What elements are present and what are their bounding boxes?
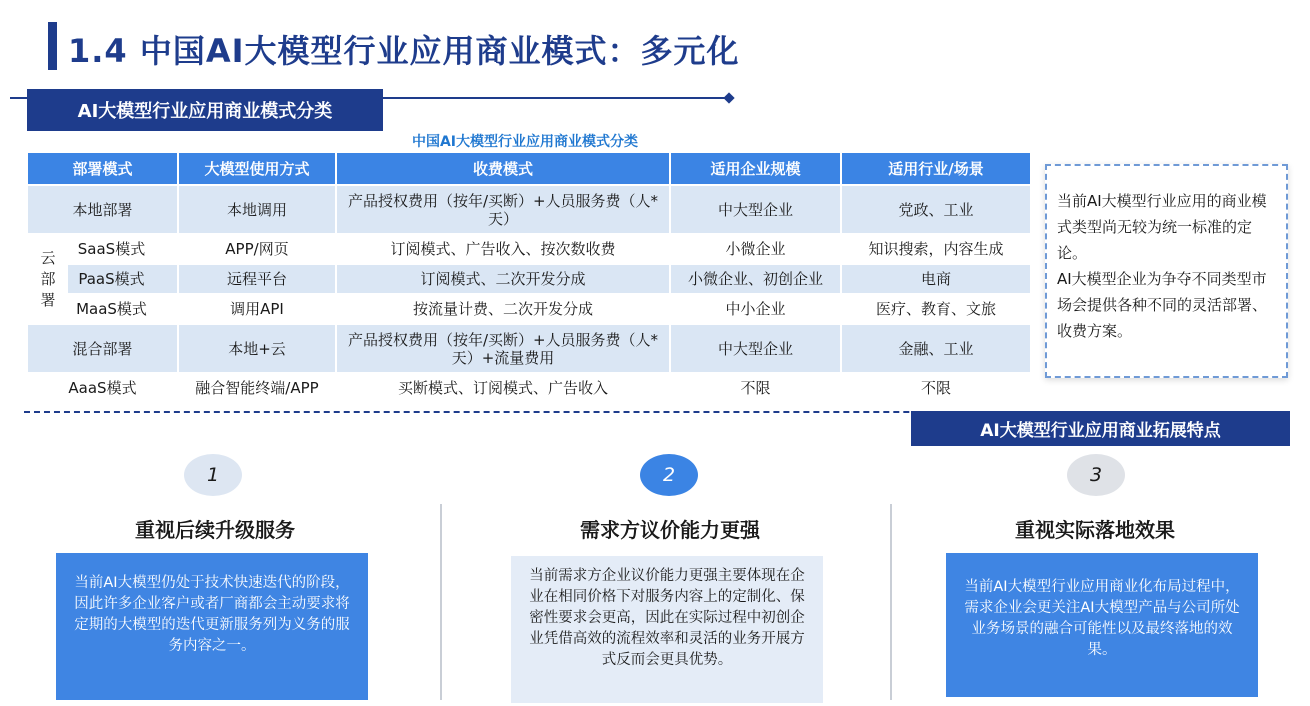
page-title: 1.4 中国AI大模型行业应用商业模式：多元化 xyxy=(68,32,740,70)
cell-industry: 医疗、教育、文旅 xyxy=(841,294,1031,324)
cell-mode: 本地部署 xyxy=(28,185,178,234)
section-tag-features: AI大模型行业应用商业拓展特点 xyxy=(911,411,1290,446)
cell-industry: 金融、工业 xyxy=(841,324,1031,373)
feature-description-box xyxy=(511,556,823,703)
table-row xyxy=(28,294,1031,324)
table-row xyxy=(28,264,1031,294)
feature-number-badge: 3 xyxy=(1067,454,1125,496)
section-tag-classification: AI大模型行业应用商业模式分类 xyxy=(27,89,383,131)
feature-title: 需求方议价能力更强 xyxy=(580,518,760,542)
feature-number-badge: 2 xyxy=(640,454,698,496)
cloud-deploy-label: 云部署 xyxy=(40,249,56,309)
cell-usage: APP/网页 xyxy=(178,234,336,264)
cell-mode-text: SaaS模式 xyxy=(77,240,146,258)
cell-industry: 党政、工业 xyxy=(841,185,1031,234)
note-paragraph-2: AI大模型企业为争夺不同类型市场会提供各种不同的灵活部署、收费方案。 xyxy=(1057,270,1268,340)
cell-industry: 知识搜索，内容生成 xyxy=(841,234,1031,264)
feature-description: 当前AI大模型行业应用商业化布局过程中，需求企业会更关注AI大模型产品与公司所处业务场景的融合可能性以及最终落地的效果。 xyxy=(964,579,1240,658)
table-caption: 中国AI大模型行业应用商业模式分类 xyxy=(411,134,639,150)
note-paragraph-1: 当前AI大模型行业应用的商业模式类型尚无较为统一标准的定论。 xyxy=(1057,192,1267,262)
feature-description-box xyxy=(946,553,1258,697)
table-row xyxy=(28,324,1031,373)
cell-fee: 订阅模式、二次开发分成 xyxy=(336,264,670,294)
cell-mode: 混合部署 xyxy=(28,324,178,373)
feature-number-badge: 1 xyxy=(184,454,242,496)
note-box xyxy=(1045,164,1288,378)
table-row xyxy=(28,185,1031,234)
cell-scale: 小微企业 xyxy=(670,234,841,264)
cell-usage: 调用API xyxy=(178,294,336,324)
feature-description-box xyxy=(56,553,368,700)
feature-title: 重视后续升级服务 xyxy=(135,518,295,542)
feature-description: 当前需求方企业议价能力更强主要体现在企业在相同价格下对服务内容上的定制化、保密性要求会更高，因此在实际过程中初创企业凭借高效的流程效率和灵活的业务开展方式反而会更具优势。 xyxy=(529,568,805,668)
cell-mode-text: MaaS模式 xyxy=(76,300,147,318)
cell-industry: 电商 xyxy=(841,264,1031,294)
header-industry: 适用行业/场景 xyxy=(841,153,1031,185)
cell-fee: 按流量计费、二次开发分成 xyxy=(336,294,670,324)
table-row xyxy=(28,373,1031,403)
header-deploy-mode: 部署模式 xyxy=(28,153,178,185)
cell-fee: 产品授权费用（按年/买断）+人员服务费（人*天）+流量费用 xyxy=(336,324,670,373)
header-usage: 大模型使用方式 xyxy=(178,153,336,185)
business-model-table xyxy=(28,153,1032,404)
cell-scale: 不限 xyxy=(670,373,841,403)
title-underline-end-diamond xyxy=(723,92,734,103)
cell-usage: 融合智能终端/APP xyxy=(178,373,336,403)
header-company-scale: 适用企业规模 xyxy=(670,153,841,185)
feature-description: 当前AI大模型仍处于技术快速迭代的阶段，因此许多企业客户或者厂商都会主动要求将定期的大模型的迭代更新服务列为义务的服务内容之一。 xyxy=(74,575,350,654)
title-accent-bar xyxy=(48,22,57,70)
cell-fee: 订阅模式、广告收入、按次数收费 xyxy=(336,234,670,264)
cell-scale: 中大型企业 xyxy=(670,324,841,373)
cell-scale: 小微企业、初创企业 xyxy=(670,264,841,294)
cell-usage: 本地+云 xyxy=(178,324,336,373)
header-fee-model: 收费模式 xyxy=(336,153,670,185)
column-divider xyxy=(440,504,442,700)
table-row xyxy=(28,234,1031,264)
cell-mode-text: PaaS模式 xyxy=(78,270,145,288)
table-header-row xyxy=(28,153,1031,185)
cell-scale: 中小企业 xyxy=(670,294,841,324)
column-divider xyxy=(890,504,892,700)
feature-title: 重视实际落地效果 xyxy=(1015,518,1175,542)
cell-fee: 买断模式、订阅模式、广告收入 xyxy=(336,373,670,403)
cell-scale: 中大型企业 xyxy=(670,185,841,234)
cell-industry: 不限 xyxy=(841,373,1031,403)
cell-usage: 远程平台 xyxy=(178,264,336,294)
cell-fee: 产品授权费用（按年/买断）+人员服务费（人*天） xyxy=(336,185,670,234)
cell-usage: 本地调用 xyxy=(178,185,336,234)
cell-mode: AaaS模式 xyxy=(28,373,178,403)
